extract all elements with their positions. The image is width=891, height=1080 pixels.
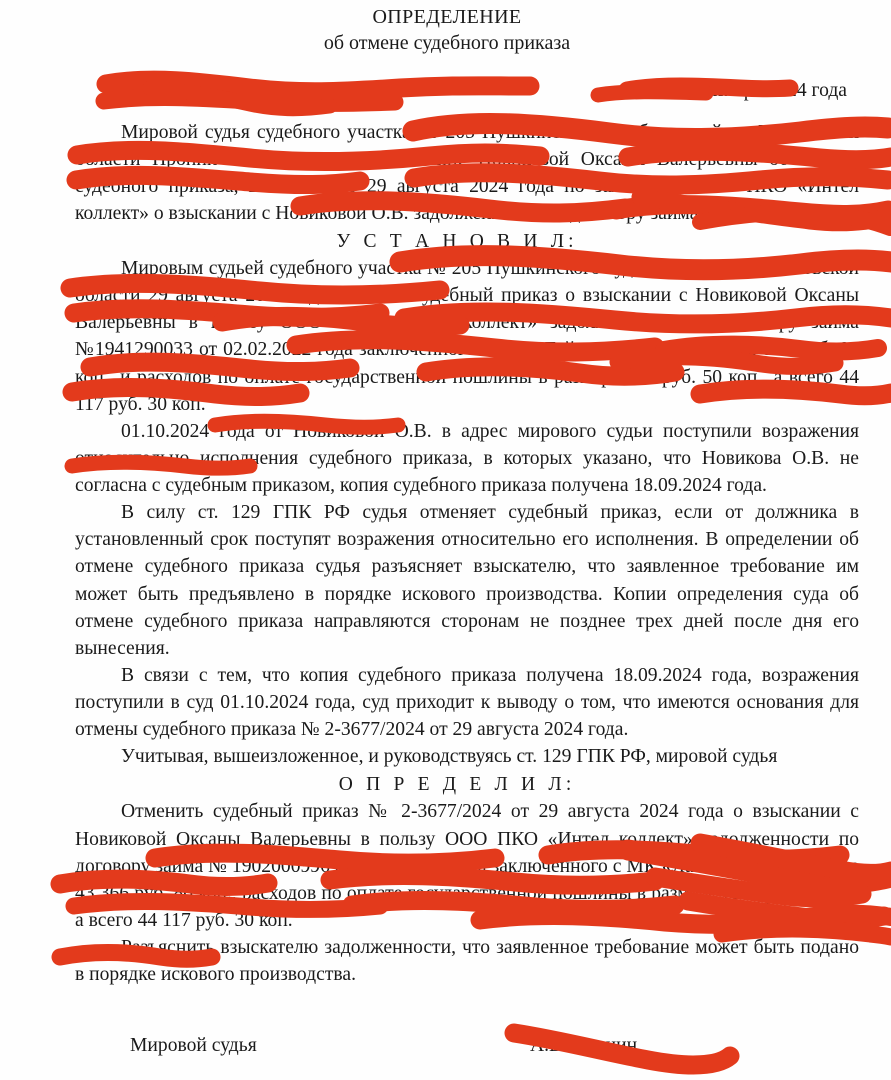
signature-row bbox=[75, 1032, 859, 1059]
paragraph-2: 01.10.2024 года от Новиковой О.В. в адрес мирового судьи поступили возражения относительно исполнения судебного приказа, в которых указано, что Новикова О.В. не согласна с судебным приказом, копия судебного приказа получена 18.09.2024 года. bbox=[75, 420, 859, 497]
paragraph-7: Разъяснить взыскателю задолженности, что заявленное требование может быть подано в порядке искового производства. bbox=[75, 937, 859, 986]
signature-role: Мировой судья bbox=[130, 1035, 257, 1057]
heading-ustanovil-colon: : bbox=[568, 231, 574, 253]
paragraph-3: В силу ст. 129 ГПК РФ судья отменяет судебный приказ, если от должника в установленный срок поступят возражения относительно его исполнения. В определении об отмене судебного приказа судья разъясняет взыскателю, что заявленное требование им может быть предъявлено в порядке искового производства. Копии определения суда об отмене судебного приказа направляются сторонам не позднее трех дней после дня его вынесения. bbox=[75, 502, 859, 659]
page-title: ОПРЕДЕЛЕНИЕ bbox=[372, 6, 522, 28]
heading-ustanovil bbox=[75, 228, 859, 255]
document-meta-row bbox=[75, 77, 859, 104]
paragraph-4: В связи с тем, что копия судебного приказа получена 18.09.2024 года, возражения поступили в суд 01.10.2024 года, суд приходит к выводу о том, что имеются основания для отмены судебного приказа № 2-3677/2024 от 29 августа 2024 года. bbox=[75, 664, 859, 741]
page-subtitle: об отмене судебного приказа bbox=[323, 32, 571, 55]
paragraph-6: Отменить судебный приказ № 2-3677/2024 от 29 августа 2024 года о взыскании с Новиковой Оксаны Валерьевны в пользу ООО ПКО «Интел коллект» задолженности по договору займа № 1902000996 от 02.02.2022 года заключенного с МК «Лайм-Займ» в размере 43 366 руб. 80 коп., расходов по оплате государственной пошлины в размере 750 руб. 50 коп., а всего 44 117 руб. 30 коп. bbox=[75, 801, 859, 931]
paragraph-5: Учитывая, вышеизложенное, и руководствуясь ст. 129 ГПК РФ, мировой судья bbox=[121, 746, 778, 768]
meta-place: Пушкинский р-н МО bbox=[108, 80, 285, 102]
heading-opredelil-colon: : bbox=[565, 774, 572, 796]
heading-ustanovil-text: У С Т А Н О В И Л bbox=[336, 231, 569, 253]
document-title-block bbox=[75, 4, 859, 57]
preamble-paragraph: Мировой судья судебного участка № 205 Пушкинского судебного района Московской области Пронин А.В. рассмотрев заявление Новиковой Оксаны Валерьевны об отмене судебного приказа, вынесенного 29 августа 2024 года по заявлению ООО ПКО «Интел коллект» о взыскании с Новиковой О.В. задолженности по договору займа, bbox=[75, 121, 859, 224]
paragraph-1: Мировым судьей судебного участка № 205 Пушкинского судебного района Московской области 29 августа 2024 года вынесен судебный приказ о взыскании с Новиковой Оксаны Валерьевны в пользу ООО ПКО «Интел коллект» задолженности по договору займа №1941290033 от 02.02.2022 года заключенного с МК «Лайм-Займ» в размере 43 366 руб. 80 коп., и расходов по оплате государственной пошлины в размере 750 руб. 50 коп., а всего 44 117 руб. 30 коп. bbox=[75, 258, 859, 415]
heading-opredelil-text: О П Р Е Д Е Л И Л bbox=[338, 774, 566, 796]
signature-name: А.В. Пронин bbox=[530, 1035, 638, 1057]
meta-date: 04 октября 2024 года bbox=[672, 80, 847, 102]
heading-opredelil bbox=[75, 771, 859, 798]
